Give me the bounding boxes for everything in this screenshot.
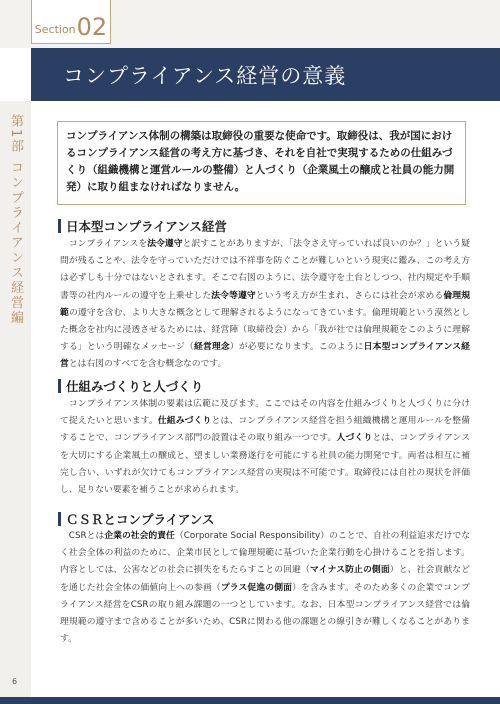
bold-term: 人づくり	[336, 433, 373, 444]
bold-term: 倫理規範	[60, 290, 470, 318]
section-heading	[58, 510, 214, 528]
section-word: Section	[34, 23, 76, 36]
text-run: の遵守を含む、より大きな概念として理解されるようになってきています。倫理規範という漠然とした概念を社内に浸透させるためには、経営陣（取締役会）から「我が社では倫理規範をこのように理解する」という明確なメッセージ（	[60, 307, 470, 353]
heading-text: 日本型コンプライアンス経営	[66, 219, 227, 234]
section-heading	[58, 217, 227, 235]
intro-text: コンプライアンス体制の構築は取締役の重要な使命です。取締役は、我が国におけるコンプライアンス経営の考え方に基づき、それを自社で実現するための仕組みづくり（組織機構と運営ルールの整備）と人づくり（企業風土の醸成と社員の能力開発）に取り組まなければなりません。	[66, 130, 455, 193]
title-bar	[31, 48, 500, 101]
page-title: コンプライアンス経営の意義	[63, 63, 347, 88]
bold-term: プラス促進の側面	[220, 582, 293, 593]
intro-box	[57, 121, 466, 205]
section-heading	[58, 377, 203, 395]
text-run: コンプライアンスを	[68, 239, 148, 249]
section-tab	[31, 0, 111, 44]
section-number: 02	[76, 13, 108, 41]
bold-term: 法令等遵守	[211, 290, 256, 301]
text-run: （Corporate Social Responsibility）のことで、自社の利益追求だけでなく社会全体の利益のために、企業市民として倫理規範に基づいた企業行動を心掛けることを指します。内容としては、公害などの社会に損失をもたらすことの回避（	[60, 531, 470, 576]
text-run: CSRとは	[68, 531, 105, 541]
text-run: と訳すことがありますが、「法令さえ守っていれば良いのか？」という疑問が残ることや、法令を守っていただけでは不祥事を防ぐことが難しいという現実に鑑み、この考え方は必ずしも十分ではないとされます。そこで右図のように、法令遵守を土台としつつ、社内規定や手順書等の社内ルールの遵守を上乗せした	[60, 239, 470, 301]
heading-text: ＣＳＲとコンプライアンス	[66, 512, 215, 527]
heading-bar	[58, 512, 61, 526]
bold-term: 企業の社会的責任	[104, 531, 175, 541]
text-run: とは右図のすべてを含む概念なのです。	[68, 359, 227, 370]
bold-term: 日本型コンプライアンス経営	[60, 342, 470, 370]
bold-term: 法令遵守	[147, 239, 183, 249]
section-paragraph	[60, 396, 470, 499]
bold-term: マイナス防止の側面	[309, 565, 390, 576]
bold-term: 仕組みづくり	[157, 416, 212, 427]
text-run: という考え方が生まれ、さらには社会が求める	[255, 290, 444, 301]
text-run: コンプライアンス体制の要素は広範に及びます。ここではその内容を仕組みづくりと人づくりに分けて捉えたいと思います。	[60, 399, 470, 427]
footer-bar	[0, 697, 500, 704]
heading-bar	[58, 379, 61, 393]
page-number: 6	[12, 677, 18, 686]
part-label: 第1部 コンプライアンス経営編	[8, 114, 23, 326]
text-run: とは、コンプライアンス経営を担う組織機構と運用ルールを整備することで、コンプライアンス部門の設置はその取り組み一つです。	[60, 416, 471, 444]
text-run: ）が必要になります。このように	[229, 342, 364, 353]
text-run: ）を含みます。そのため多くの企業でコンプライアンス経営をCSRの取り組み課題の一つとしています。なお、日本型コンプライアンス経営では倫理規範の遵守まで含めることが多いため、CSRに関わる他の課題との線引きが難しくなることがあります。	[60, 582, 470, 645]
bold-term: 経営理念	[193, 342, 230, 353]
heading-bar	[58, 219, 61, 233]
heading-text: 仕組みづくりと人づくり	[66, 379, 204, 394]
text-run: ）と、社会貢献などを通じた社会全体の価値向上への参画（	[60, 565, 470, 593]
section-paragraph	[60, 528, 470, 648]
text-run: とは、コンプライアンスを大切にする企業風土の醸成と、望ましい業務遂行を可能にする社員の能力開発です。両者は相互に補完し合い、いずれが欠けてもコンプライアンス経営の実現は不可能です。取締役には自社の現状を評価し、足りない要素を補うことが求められます。	[60, 433, 470, 496]
section-paragraph	[60, 236, 470, 374]
